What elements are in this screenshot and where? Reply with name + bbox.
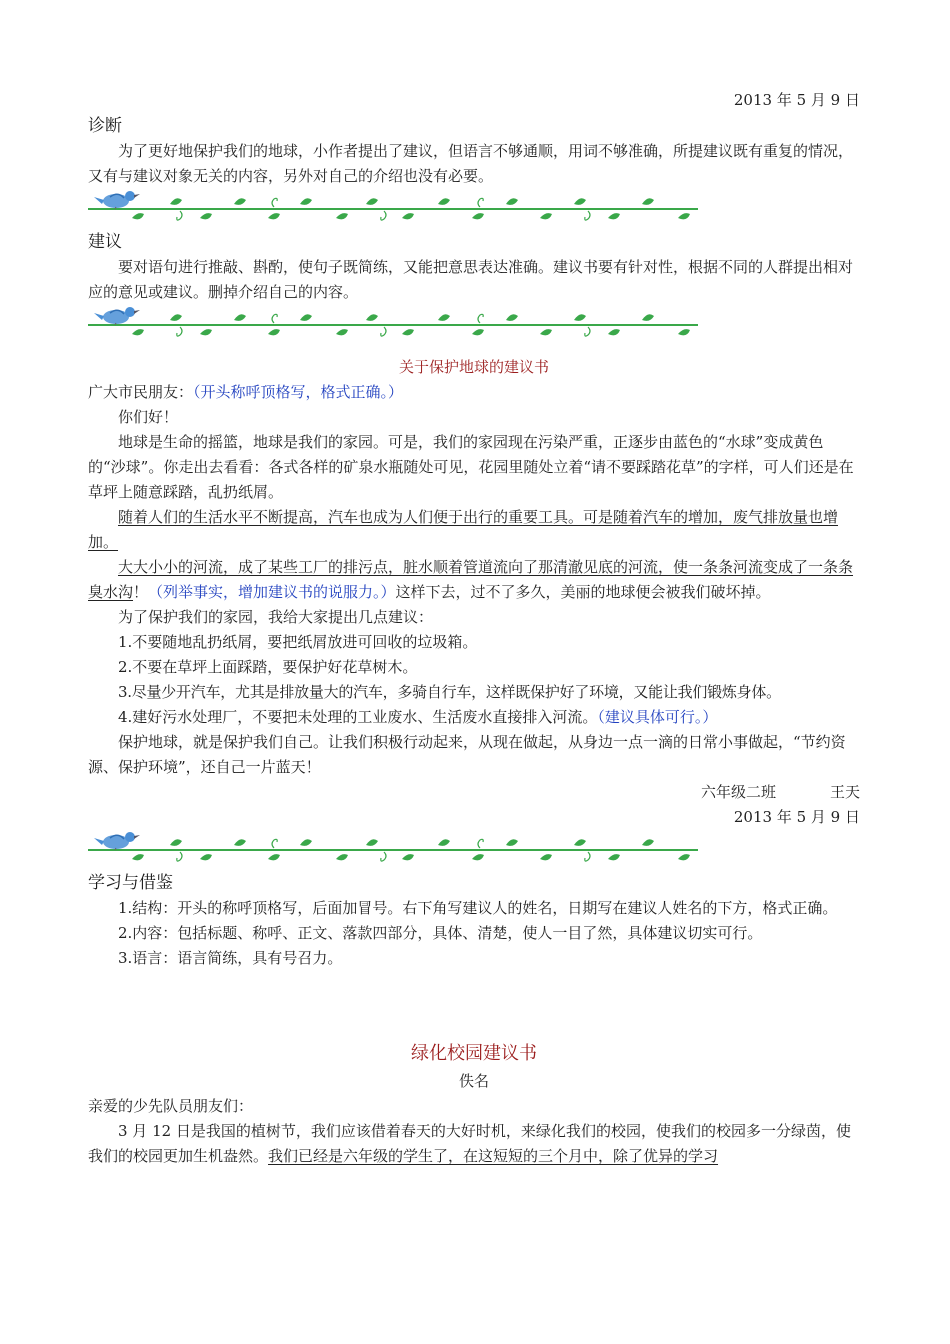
- bird-tail: [94, 197, 104, 204]
- leaf-icon: [132, 213, 144, 219]
- second-p1-underlined: 我们已经是六年级的学生了，在这短短的三个月中，除了优异的学习: [268, 1147, 719, 1165]
- leaf-icon: [506, 314, 518, 321]
- letter-paragraph-1: 地球是生命的摇篮，地球是我们的家园。可是，我们的家园现在污染严重，正逐步由蓝色的“水球”变成黄色的“沙球”。你走出去看看：各式各样的矿泉水瓶随处可见，花园里随处立着“请不要踩踏花草”的字样，可人们还是在草坪上随意踩踏，乱扔纸屑。: [88, 433, 854, 501]
- salutation-note: （开头称呼顶格写，格式正确。）: [193, 383, 404, 401]
- bird-beak: [134, 310, 140, 314]
- leaf-icon: [268, 213, 280, 219]
- leaf-icon: [642, 198, 654, 205]
- tendril-icon: [177, 852, 182, 861]
- leaf-icon: [608, 213, 620, 219]
- vine-graphic: [88, 832, 708, 868]
- leaf-icon: [608, 329, 620, 335]
- list-item-4-text: 4.建好污水处理厂，不要把未处理的工业废水、生活废水直接排入河流。: [118, 708, 598, 726]
- suggestion-heading: 建议: [88, 232, 122, 252]
- leaf-icon: [574, 198, 586, 205]
- leaf-icon: [234, 314, 246, 321]
- p3-note: （列举事实，增加建议书的说服力。）: [148, 583, 396, 601]
- bird-vine-divider: [88, 832, 860, 868]
- leaf-icon: [170, 314, 182, 321]
- bird-icon: [94, 307, 140, 325]
- tendril-icon: [381, 211, 386, 220]
- leaf-icon: [268, 329, 280, 335]
- list-item: 2.不要在草坪上面踩踏，要保护好花草树木。: [118, 658, 418, 676]
- tendril-icon: [478, 839, 483, 848]
- leaf-icon: [234, 198, 246, 205]
- leaf-icon: [438, 314, 450, 321]
- leaf-icon: [336, 329, 348, 335]
- leaf-icon: [472, 213, 484, 219]
- leaf-icon: [300, 198, 312, 205]
- leaf-icon: [234, 839, 246, 846]
- p3-rest: 这样下去，过不了多久，美丽的地球便会被我们破坏掉。: [395, 583, 771, 601]
- bird-head: [125, 191, 135, 201]
- leaf-icon: [642, 839, 654, 846]
- letter-greeting: 你们好！: [118, 408, 179, 426]
- learning-point: 3.语言：语言简练，具有号召力。: [118, 949, 343, 967]
- list-item: 1.不要随地乱扔纸屑，要把纸屑放进可回收的垃圾箱。: [118, 633, 478, 651]
- leaf-icon: [506, 839, 518, 846]
- letter-salutation: 广大市民朋友：: [88, 383, 194, 401]
- bird-vine-divider: [88, 307, 860, 343]
- tendril-icon: [478, 198, 483, 207]
- tendril-icon: [585, 852, 590, 861]
- second-p1-plain: 3 月 12 日是我国的植树节，我们应该借着春天的大好时机，来绿化我们的校园，使我们的校园多一分绿茵，使我们的校园更加生机盎然。: [88, 1122, 851, 1165]
- diagnosis-text: 为了更好地保护我们的地球，小作者提出了建议，但语言不够通顺，用词不够准确，所提建议既有重复的情况，又有与建议对象无关的内容，另外对自己的介绍也没有必要。: [88, 142, 854, 185]
- learning-point: 1.结构：开头的称呼顶格写，后面加冒号。右下角写建议人的姓名，日期写在建议人姓名的下方，格式正确。: [118, 899, 838, 917]
- signature-name: 王天: [829, 783, 860, 801]
- tendril-icon: [381, 327, 386, 336]
- leaf-icon: [472, 329, 484, 335]
- bird-tail: [94, 313, 104, 320]
- leaf-icon: [472, 854, 484, 860]
- second-title: 绿化校园建议书: [411, 1043, 537, 1064]
- letter-intro: 为了保护我们的家园，我给大家提出几点建议：: [118, 608, 434, 626]
- tendril-icon: [381, 852, 386, 861]
- leaf-icon: [200, 854, 212, 860]
- tendril-icon: [478, 314, 483, 323]
- second-author: 佚名: [458, 1072, 489, 1090]
- leaf-icon: [438, 198, 450, 205]
- p3-mark: ！: [133, 583, 149, 601]
- letter-paragraph-2: 随着人们的生活水平不断提高，汽车也成为人们便于出行的重要工具。可是随着汽车的增加，废气排放量也增加。: [88, 508, 839, 551]
- suggestion-text: 要对语句进行推敲、斟酌，使句子既简练，又能把意思表达准确。建议书要有针对性，根据不同的人群提出相对应的意见或建议。删掉介绍自己的内容。: [88, 258, 854, 301]
- leaf-icon: [170, 839, 182, 846]
- letter-closing: 保护地球，就是保护我们自己。让我们积极行动起来，从现在做起，从身边一点一滴的日常小事做起，“节约资源、保护环境”，还自己一片蓝天！: [88, 733, 846, 776]
- bird-icon: [94, 832, 140, 850]
- item4-note: （建议具体可行。）: [597, 708, 718, 726]
- leaf-icon: [170, 198, 182, 205]
- top-date: 2013 年 5 月 9 日: [733, 91, 860, 109]
- leaf-icon: [574, 839, 586, 846]
- tendril-icon: [177, 327, 182, 336]
- diagnosis-heading: 诊断: [88, 116, 122, 136]
- leaf-icon: [438, 839, 450, 846]
- tendril-icon: [585, 327, 590, 336]
- leaf-icon: [366, 314, 378, 321]
- leaf-icon: [540, 329, 552, 335]
- leaf-icon: [678, 329, 690, 335]
- vine-graphic: [88, 307, 708, 343]
- bird-vine-divider: [88, 191, 860, 227]
- leaf-icon: [574, 314, 586, 321]
- document-page: [88, 88, 860, 1169]
- second-salutation: 亲爱的少先队员朋友们：: [88, 1097, 254, 1115]
- list-item: [88, 705, 860, 730]
- tendril-icon: [272, 314, 277, 323]
- bird-head: [125, 307, 135, 317]
- bird-head: [125, 832, 135, 842]
- leaf-icon: [268, 854, 280, 860]
- signature: [88, 780, 860, 805]
- leaf-icon: [366, 839, 378, 846]
- leaf-icon: [402, 329, 414, 335]
- list-item: 3.尽量少开汽车，尤其是排放量大的汽车，多骑自行车，这样既保护好了环境，又能让我们锻炼身体。: [118, 683, 781, 701]
- leaf-icon: [336, 854, 348, 860]
- bird-beak: [134, 194, 140, 198]
- leaf-icon: [336, 213, 348, 219]
- second-paragraph-1: [88, 1119, 860, 1169]
- learning-point: 2.内容：包括标题、称呼、正文、落款四部分，具体、清楚，使人一目了然，具体建议切实可行。: [118, 924, 763, 942]
- letter-date: 2013 年 5 月 9 日: [733, 808, 860, 826]
- vine-graphic: [88, 191, 708, 227]
- tendril-icon: [177, 211, 182, 220]
- leaf-icon: [540, 213, 552, 219]
- leaf-icon: [678, 854, 690, 860]
- tendril-icon: [272, 198, 277, 207]
- leaf-icon: [300, 314, 312, 321]
- signature-class: 六年级二班: [700, 783, 776, 801]
- leaf-icon: [132, 329, 144, 335]
- leaf-icon: [132, 854, 144, 860]
- bird-icon: [94, 191, 140, 209]
- leaf-icon: [402, 213, 414, 219]
- letter-paragraph-3: [88, 555, 860, 605]
- leaf-icon: [200, 213, 212, 219]
- p3-underlined: 大大小小的河流，成了某些工厂的排污点，脏水顺着管道流向了那清澈见底的河流，使一条条河流变成了一条条臭水沟: [88, 558, 854, 601]
- bird-tail: [94, 838, 104, 845]
- leaf-icon: [300, 839, 312, 846]
- leaf-icon: [608, 854, 620, 860]
- tendril-icon: [585, 211, 590, 220]
- letter-title: 关于保护地球的建议书: [398, 358, 549, 376]
- leaf-icon: [642, 314, 654, 321]
- leaf-icon: [678, 213, 690, 219]
- tendril-icon: [272, 839, 277, 848]
- learning-heading: 学习与借鉴: [88, 873, 173, 893]
- bird-beak: [134, 835, 140, 839]
- leaf-icon: [366, 198, 378, 205]
- leaf-icon: [540, 854, 552, 860]
- leaf-icon: [506, 198, 518, 205]
- leaf-icon: [200, 329, 212, 335]
- letter-salutation-line: [88, 380, 860, 405]
- leaf-icon: [402, 854, 414, 860]
